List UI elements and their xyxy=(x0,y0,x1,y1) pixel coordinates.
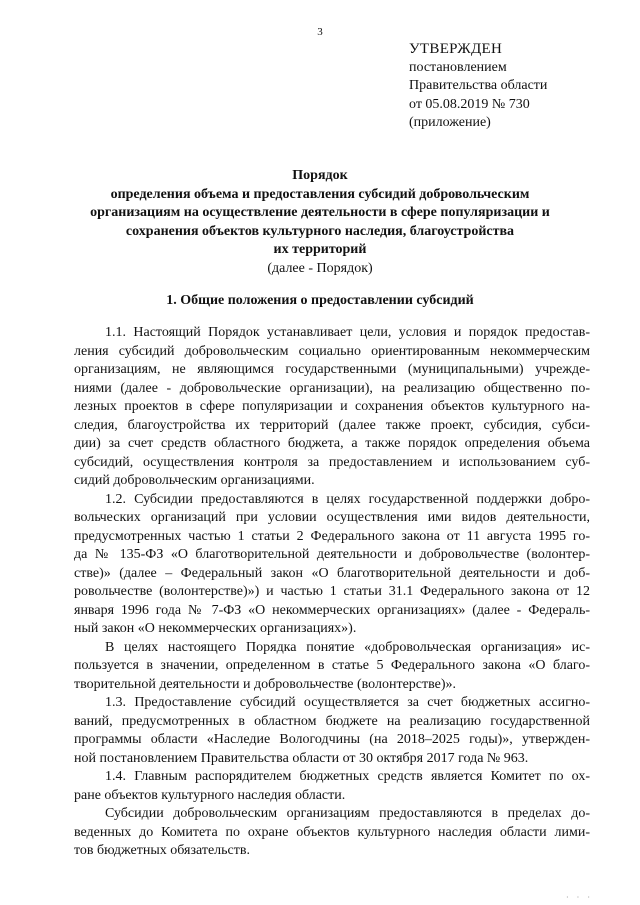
paragraph-line: да № 135-ФЗ «О благотворительной деятельности и добровольчестве (волонтер- xyxy=(74,547,590,562)
page-number: 3 xyxy=(317,26,323,38)
document-title-heading: Порядок xyxy=(292,168,348,183)
paragraph xyxy=(74,639,590,695)
paragraph-line: организациям, не являющимся государственными (муниципальными) учрежде- xyxy=(74,362,590,377)
document-title-line: организациям на осуществление деятельности в сфере популяризации и xyxy=(90,205,550,220)
document-body xyxy=(74,324,590,861)
paragraph-line: 1.2. Субсидии предоставляются в целях государственной поддержки добро- xyxy=(105,491,590,507)
paragraph-line: ления субсидий добровольческим социально ориентированным некоммерческим xyxy=(74,343,590,359)
paragraph-line: ниями (далее - добровольческие организации), на реализацию общественно по- xyxy=(74,380,590,396)
paragraph-line: ране объектов культурного наследия области. xyxy=(74,787,346,803)
paragraph-line: программы области «Наследие Вологодчины (на 2018–2025 годы)», утвержден- xyxy=(74,732,590,747)
paragraph-line: Субсидии добровольческим организациям предоставляются в пределах до- xyxy=(105,806,590,821)
paragraph-line: творительной деятельности и добровольчестве (волонтерстве)». xyxy=(74,676,457,692)
scan-mark: · · · xyxy=(566,893,593,902)
document-title xyxy=(0,167,640,278)
paragraph-line: следия, благоустройства их территорий (далее также проект, субсидия, субси- xyxy=(74,417,590,433)
paragraph-line: ваний, предусмотренных в областном бюджете на реализацию государственной xyxy=(74,713,590,729)
paragraph-line: пользуется в значении, определенном в статье 5 Федерального закона «О благо- xyxy=(74,658,590,673)
paragraph-line: субсидий, осуществления контроля за предоставлением и использованием суб- xyxy=(74,454,590,470)
document-title-subtitle: (далее - Порядок) xyxy=(267,260,373,276)
approval-line: (приложение) xyxy=(409,115,491,131)
approval-line: постановлением xyxy=(409,59,507,75)
document-title-line: сохранения объектов культурного наследия, благоустройства xyxy=(125,223,515,239)
paragraph-line: В целях настоящего Порядка понятие «добровольческая организация» ис- xyxy=(105,639,590,655)
paragraph-line: предусмотренных частью 1 статьи 2 Федерального закона от 11 августа 1995 го- xyxy=(74,528,590,544)
paragraph-line: ровольчестве (волонтерстве)») и частью 1 статьи 31.1 Федерального закона от 12 xyxy=(74,584,590,599)
paragraph xyxy=(74,805,590,861)
paragraph-line: дии) за счет средств областного бюджета, а также порядок определения объема xyxy=(74,436,590,451)
paragraph xyxy=(74,324,590,491)
paragraph xyxy=(74,491,590,639)
paragraph-line: стве)» (далее – Федеральный закон «О благотворительной деятельности и доб- xyxy=(74,565,590,581)
paragraph-line: лезных проектов в сфере популяризации и сохранения объектов культурного на- xyxy=(74,399,590,414)
approval-line: Правительства области xyxy=(409,78,548,94)
approval-line: от 05.08.2019 № 730 xyxy=(409,96,530,112)
document-title-line: их территорий xyxy=(273,242,367,257)
paragraph-line: веденных до Комитета по охране объектов культурного наследия области лими- xyxy=(74,824,590,840)
paragraph xyxy=(74,694,590,768)
document-title-line: определения объема и предоставления субсидий добровольческим xyxy=(110,186,530,202)
paragraph-line: ный закон «О некоммерческих организациях»). xyxy=(74,621,357,636)
paragraph-line: января 1996 года № 7-ФЗ «О некоммерческих организациях» (далее - Федераль- xyxy=(74,602,590,618)
paragraph-line: сидий добровольческим организациями. xyxy=(74,473,315,488)
approval-title: УТВЕРЖДЕН xyxy=(409,41,503,57)
paragraph-line: 1.1. Настоящий Порядок устанавливает цели, условия и порядок предостав- xyxy=(105,325,590,340)
paragraph-line: 1.3. Предоставление субсидий осуществляется за счет бюджетных ассигно- xyxy=(105,695,590,710)
paragraph-line: ной постановлением Правительства области от 30 октября 2017 года № 963. xyxy=(74,750,529,766)
paragraph xyxy=(74,768,590,805)
paragraph-line: вольческих организаций при условии осуществления ими видов деятельности, xyxy=(74,510,590,525)
paragraph-line: тов бюджетных обязательств. xyxy=(74,843,250,858)
paragraph-line: 1.4. Главным распорядителем бюджетных средств является Комитет по ох- xyxy=(105,769,590,784)
approval-block xyxy=(409,40,547,133)
section-heading: 1. Общие положения о предоставлении субсидий xyxy=(166,293,474,308)
